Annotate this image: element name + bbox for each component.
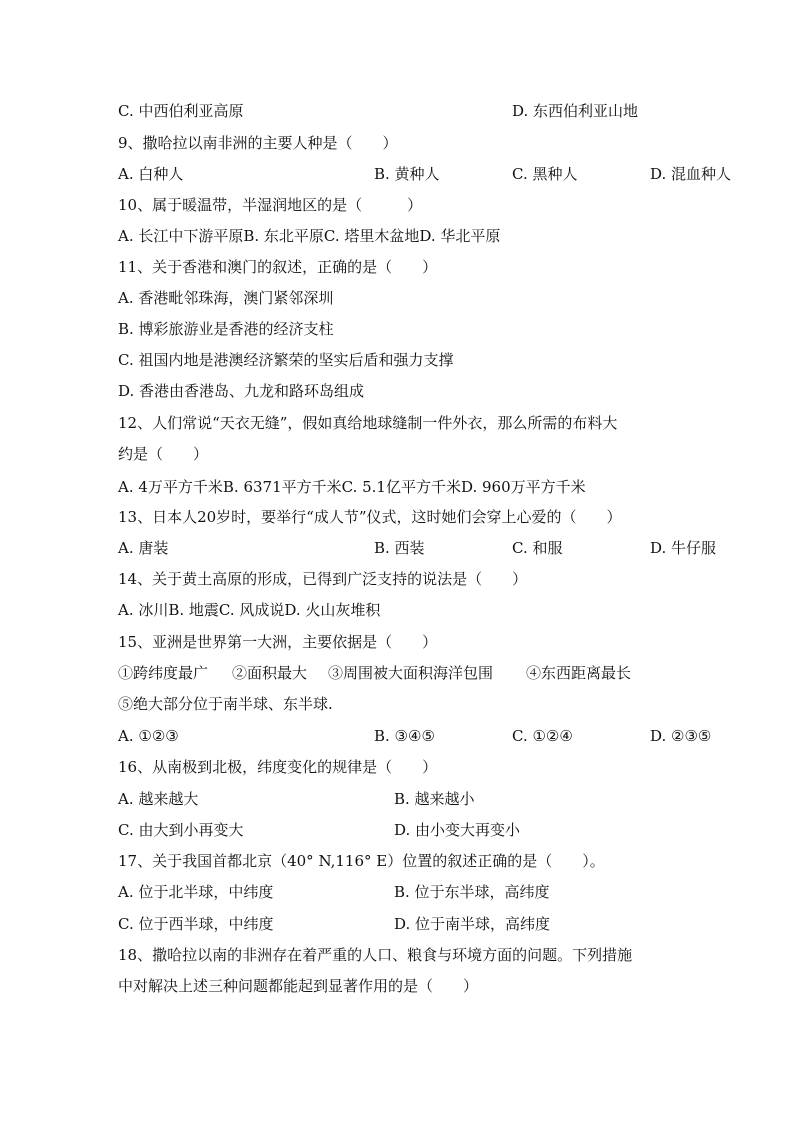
- option-b: B. ③④⑤: [374, 727, 435, 745]
- option-b: B. 博彩旅游业是香港的经济支柱: [118, 320, 334, 338]
- option-d: D. 位于南半球，高纬度: [394, 915, 551, 933]
- statement-4: ④东西距离最长: [526, 664, 632, 682]
- option-a: A. 白种人: [118, 165, 184, 183]
- option-a: A. ①②③: [118, 727, 179, 745]
- q14-options-row: A. 冰川B. 地震C. 风成说D. 火山灰堆积: [118, 601, 381, 619]
- statement-1: ①跨纬度最广: [118, 664, 209, 682]
- option-d: D. 混血种人: [650, 165, 732, 183]
- question-stem: 17、关于我国首都北京（40° N,116° E）位置的叙述正确的是（ ）。: [118, 852, 605, 870]
- option-d: D. ②③⑤: [650, 727, 712, 745]
- option-b: B. 越来越小: [394, 790, 475, 808]
- option-d: D. 由小变大再变小: [394, 821, 521, 839]
- question-stem: 13、日本人20岁时，要举行“成人节”仪式，这时她们会穿上心爱的（ ）: [118, 508, 622, 526]
- option-b: B. 西装: [374, 539, 425, 557]
- option-a: A. 香港毗邻珠海，澳门紧邻深圳: [118, 289, 334, 307]
- q16-options-row-2: [118, 820, 734, 840]
- question-stem: 12、人们常说“天衣无缝”，假如真给地球缝制一件外衣，那么所需的布料大: [118, 414, 618, 432]
- question-stem: 16、从南极到北极，纬度变化的规律是（ ）: [118, 758, 438, 776]
- option-a: A. 位于北半球，中纬度: [118, 883, 274, 901]
- option-c: C. ①②④: [512, 727, 573, 745]
- q8-options-row: [118, 101, 734, 121]
- question-stem: 11、关于香港和澳门的叙述，正确的是（ ）: [118, 258, 438, 276]
- statement-2: ②面积最大: [232, 664, 308, 682]
- option-a: A. 越来越大: [118, 790, 199, 808]
- q12-options-row: A. 4万平方千米B. 6371平方千米C. 5.1亿平方千米D. 960万平方千米: [118, 478, 586, 496]
- statement-5: ⑤绝大部分位于南半球、东半球.: [118, 695, 333, 713]
- option-c: C. 位于西半球，中纬度: [118, 915, 274, 933]
- question-stem-continued: 约是（ ）: [118, 445, 209, 463]
- question-stem: 18、撒哈拉以南的非洲存在着严重的人口、粮食与环境方面的问题。下列措施: [118, 946, 633, 964]
- option-c: C. 中西伯利亚高原: [118, 102, 244, 120]
- option-c: C. 黑种人: [512, 165, 578, 183]
- q9-options-row: [118, 164, 734, 184]
- q15-options-row: [118, 726, 734, 746]
- option-c: C. 祖国内地是港澳经济繁荣的坚实后盾和强力支撑: [118, 351, 454, 369]
- option-d: D. 香港由香港岛、九龙和路环岛组成: [118, 382, 365, 400]
- q10-options-row: A. 长江中下游平原B. 东北平原C. 塔里木盆地D. 华北平原: [118, 227, 501, 245]
- question-stem: 14、关于黄土高原的形成，已得到广泛支持的说法是（ ）: [118, 570, 528, 588]
- q16-options-row-1: [118, 789, 734, 809]
- statement-3: ③周围被大面积海洋包围: [328, 664, 494, 682]
- option-c: C. 由大到小再变大: [118, 821, 244, 839]
- question-stem: 9、撒哈拉以南非洲的主要人种是（ ）: [118, 134, 398, 152]
- option-b: B. 位于东半球，高纬度: [394, 883, 550, 901]
- option-d: D. 牛仔服: [650, 539, 717, 557]
- option-a: A. 唐装: [118, 539, 169, 557]
- option-c: C. 和服: [512, 539, 563, 557]
- q13-options-row: [118, 538, 734, 558]
- question-stem: 15、亚洲是世界第一大洲，主要依据是（ ）: [118, 633, 438, 651]
- q17-options-row-1: [118, 882, 734, 902]
- q17-options-row-2: [118, 914, 734, 934]
- option-b: B. 黄种人: [374, 165, 440, 183]
- question-stem: 10、属于暖温带，半湿润地区的是（ ）: [118, 196, 423, 214]
- question-stem-continued: 中对解决上述三种问题都能起到显著作用的是（ ）: [118, 977, 479, 995]
- option-d: D. 东西伯利亚山地: [512, 102, 639, 120]
